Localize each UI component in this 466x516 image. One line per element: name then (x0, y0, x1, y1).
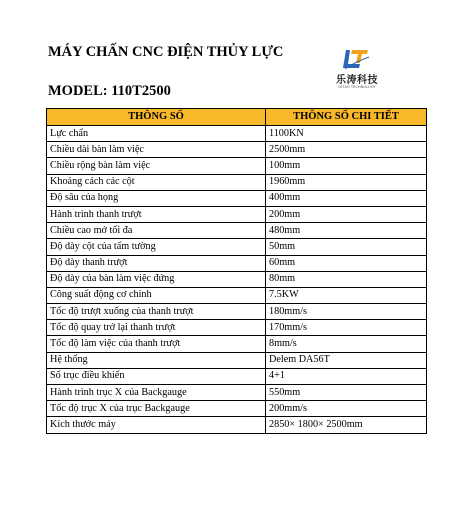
table-row (47, 320, 427, 336)
document-title: MÁY CHẤN CNC ĐIỆN THỦY LỰC (48, 44, 284, 60)
spec-value-cell: 200mm/s (266, 401, 427, 417)
table-row (47, 190, 427, 206)
logo-chinese-name: 乐涛科技 (336, 75, 378, 86)
table-row (47, 142, 427, 158)
spec-parameter-cell: Chiều cao mở tối đa (47, 223, 266, 239)
spec-parameter-cell: Độ sâu của họng (47, 190, 266, 206)
logo-english-name: LETAO TECHNOLOGY (338, 85, 376, 89)
spec-parameter-cell: Tốc độ trục X của trục Backgauge (47, 401, 266, 417)
spec-parameter-cell: Độ dày của bàn làm việc đứng (47, 271, 266, 287)
spec-value-cell: 200mm (266, 206, 427, 222)
spec-value-cell: 2850× 1800× 2500mm (266, 417, 427, 433)
spec-parameter-cell: Hệ thống (47, 352, 266, 368)
spec-value-cell: 100mm (266, 158, 427, 174)
spec-value-cell: 8mm/s (266, 336, 427, 352)
table-row (47, 206, 427, 222)
spec-parameter-cell: Độ dày thanh trượt (47, 255, 266, 271)
header-parameter: THÔNG SỐ (47, 109, 266, 126)
spec-parameter-cell: Khoảng cách các cột (47, 174, 266, 190)
spec-parameter-cell: Lực chấn (47, 126, 266, 142)
spec-parameter-cell: Công suất động cơ chính (47, 287, 266, 303)
spec-parameter-cell: Chiều rộng bàn làm việc (47, 158, 266, 174)
table-row (47, 174, 427, 190)
spec-value-cell: 480mm (266, 223, 427, 239)
spec-parameter-cell: Độ dày cột của tấm tường (47, 239, 266, 255)
spec-parameter-cell: Tốc độ trượt xuống của thanh trượt (47, 304, 266, 320)
table-row (47, 352, 427, 368)
company-logo (328, 48, 386, 98)
spec-value-cell: 1100KN (266, 126, 427, 142)
spec-parameter-cell: Hành trình trục X của Backgauge (47, 385, 266, 401)
table-row (47, 126, 427, 142)
spec-parameter-cell: Số trục điều khiển (47, 368, 266, 384)
spec-parameter-cell: Hành trình thanh trượt (47, 206, 266, 222)
spec-parameter-cell: Chiều dài bàn làm việc (47, 142, 266, 158)
spec-table-header (47, 109, 427, 126)
table-row (47, 223, 427, 239)
table-row (47, 385, 427, 401)
spec-value-cell: 50mm (266, 239, 427, 255)
spec-value-cell: 60mm (266, 255, 427, 271)
spec-table (46, 108, 427, 434)
table-row (47, 239, 427, 255)
spec-value-cell: 170mm/s (266, 320, 427, 336)
table-row (47, 271, 427, 287)
table-row (47, 255, 427, 271)
letao-logo-icon (340, 48, 370, 70)
table-row (47, 158, 427, 174)
spec-value-cell: 400mm (266, 190, 427, 206)
table-row (47, 417, 427, 433)
table-row (47, 336, 427, 352)
spec-value-cell: Delem DA56T (266, 352, 427, 368)
spec-value-cell: 80mm (266, 271, 427, 287)
spec-value-cell: 7.5KW (266, 287, 427, 303)
table-row (47, 287, 427, 303)
spec-parameter-cell: Tốc độ làm việc của thanh trượt (47, 336, 266, 352)
spec-value-cell: 180mm/s (266, 304, 427, 320)
header-detail: THÔNG SỐ CHI TIẾT (266, 109, 427, 126)
model-number: MODEL: 110T2500 (48, 83, 171, 99)
spec-parameter-cell: Tốc độ quay trở lại thanh trượt (47, 320, 266, 336)
spec-parameter-cell: Kích thước máy (47, 417, 266, 433)
table-row (47, 304, 427, 320)
spec-table-body (47, 126, 427, 434)
spec-value-cell: 4+1 (266, 368, 427, 384)
spec-value-cell: 1960mm (266, 174, 427, 190)
table-row (47, 368, 427, 384)
spec-value-cell: 550mm (266, 385, 427, 401)
table-row (47, 401, 427, 417)
spec-value-cell: 2500mm (266, 142, 427, 158)
